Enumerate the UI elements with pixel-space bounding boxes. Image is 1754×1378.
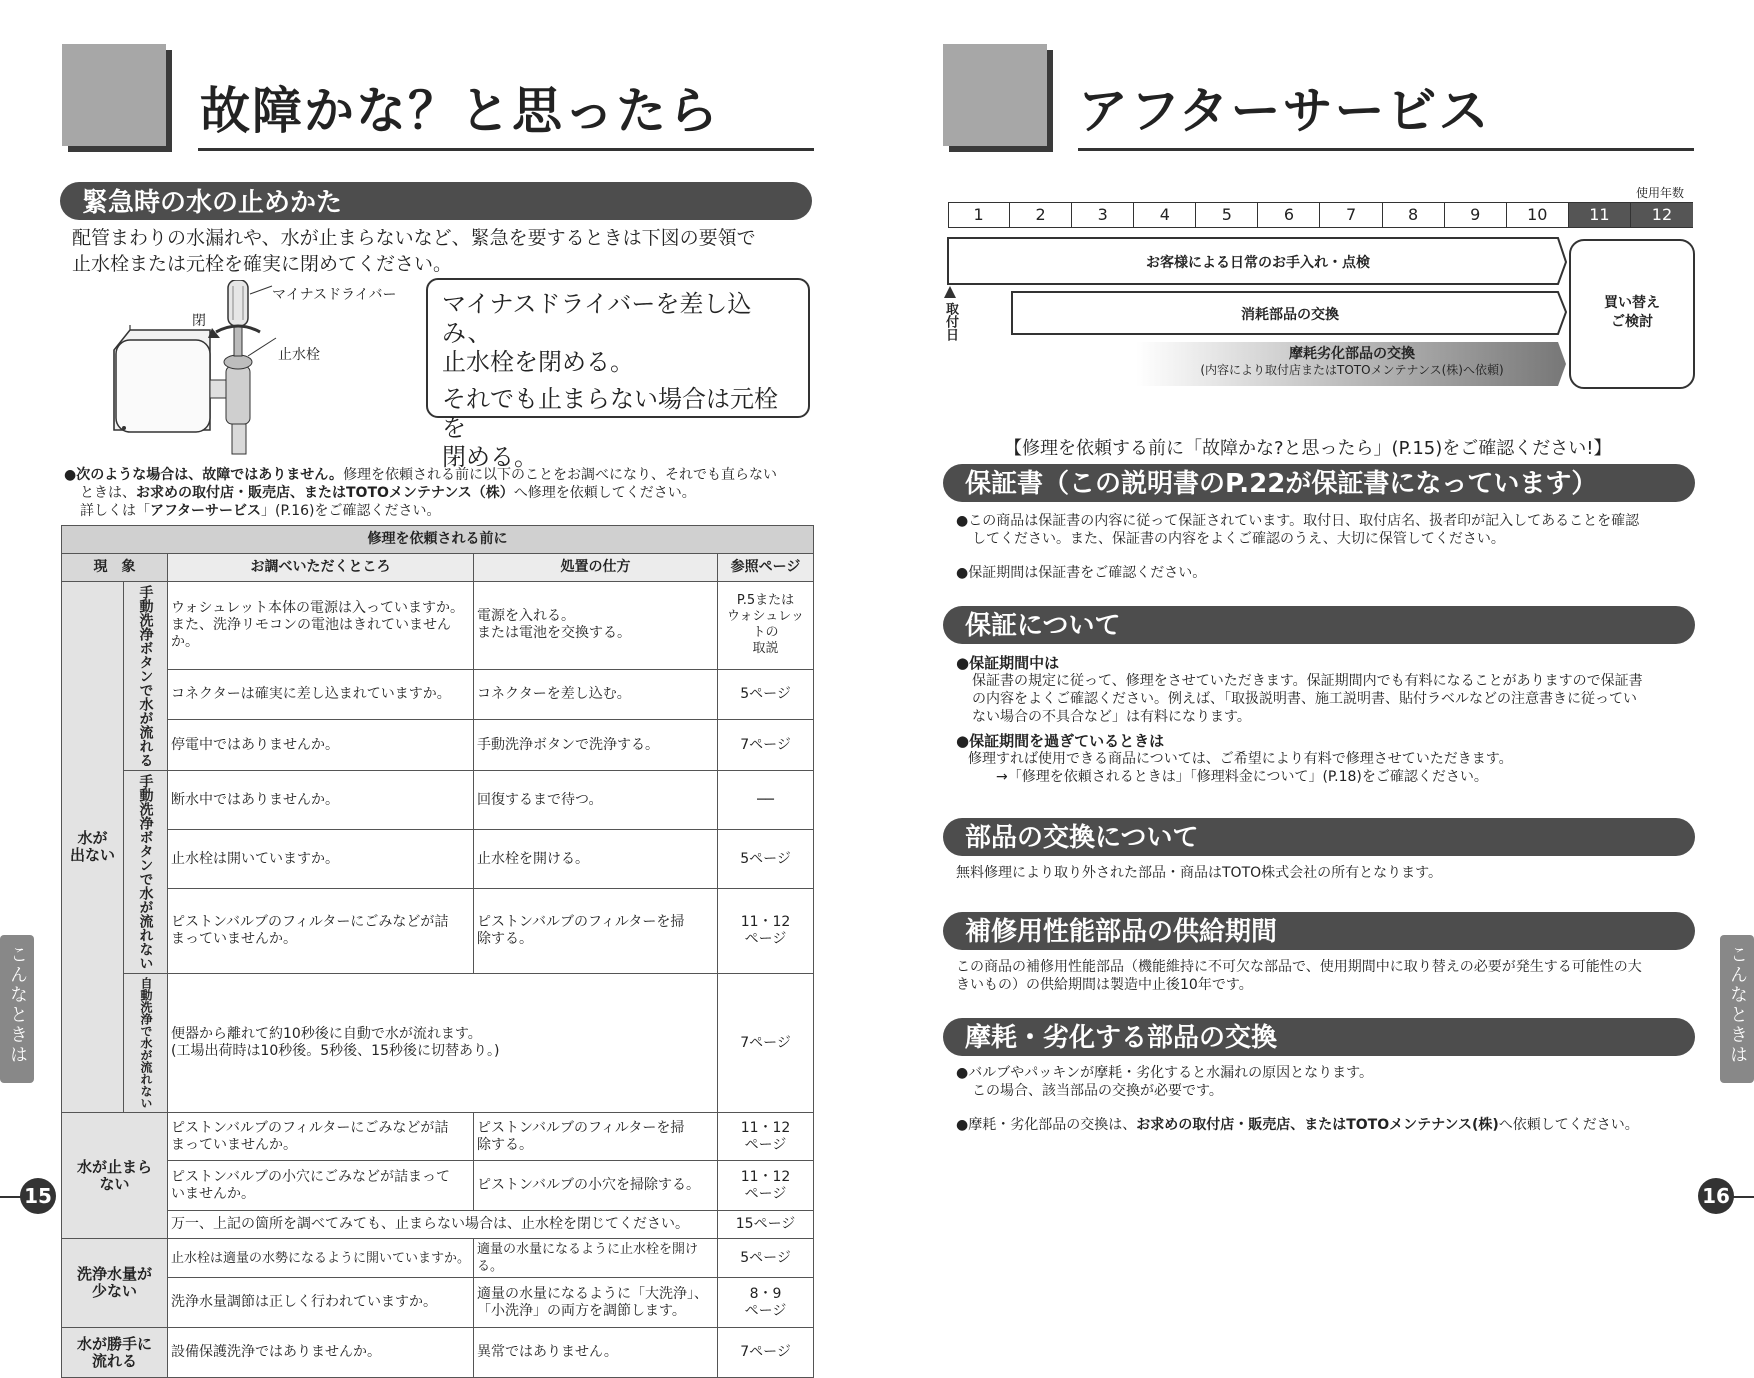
year-cell: 3 xyxy=(1072,203,1134,227)
year-cell: 8 xyxy=(1383,203,1445,227)
header-action: 処置の仕方 xyxy=(474,554,718,582)
title-decoration-box xyxy=(62,44,166,146)
section-header-warranty-card: 保証書（この説明書のP.22が保証書になっています） xyxy=(943,464,1695,502)
warranty-after-line-2: →「修理を依頼されるときは」「修理料金について」(P.18)をご確認ください。 xyxy=(996,769,1488,785)
year-cell: 6 xyxy=(1258,203,1320,227)
arrow-daily-care: お客様による日常のお手入れ・点検 xyxy=(1146,255,1370,271)
wear-parts-line-3c: へ依頼してください。 xyxy=(1498,1117,1639,1133)
wear-parts-line-3b: お求めの取付店・販売店、またはTOTOメンテナンス(株) xyxy=(1136,1117,1499,1133)
table-row-action: 止水栓を開ける。 xyxy=(474,830,718,889)
page-number-line-left xyxy=(0,1196,22,1198)
year-cell: 7 xyxy=(1321,203,1383,227)
title-underline xyxy=(1078,148,1694,151)
subgroup-manual-flows: 手動洗浄ボタンで水が流れる xyxy=(124,582,168,771)
note-line-2b: お求めの取付店・販売店、またはTOTOメンテナンス（株） xyxy=(136,485,514,501)
table-row-ref: 11・12 ページ xyxy=(718,889,814,974)
subgroup-auto-no-flow: 自動洗浄で水が流れない xyxy=(124,974,168,1113)
table-row-check: 万一、上記の箇所を調べてみても、止まらない場合は、止水栓を閉じてください。 xyxy=(168,1211,718,1239)
year-cell: 12 xyxy=(1631,203,1693,227)
table-row-check: 止水栓は適量の水勢になるように開いていますか。 xyxy=(168,1239,474,1278)
year-cell: 11 xyxy=(1569,203,1631,227)
arrow-consumables: 消耗部品の交換 xyxy=(1241,307,1339,323)
table-row-check: 洗浄水量調節は正しく行われていますか。 xyxy=(168,1278,474,1328)
section-header-wear-parts: 摩耗・劣化する部品の交換 xyxy=(943,1018,1695,1056)
warranty-text xyxy=(956,654,1696,786)
table-row-action: 異常ではありません。 xyxy=(474,1328,718,1378)
arrow-worn-parts xyxy=(1136,346,1568,378)
table-row-check: ピストンバルブの小穴にごみなどが詰まって いませんか。 xyxy=(168,1161,474,1211)
warranty-during-heading: ●保証期間中は xyxy=(956,654,1060,672)
page-title: 故障かな？と思ったら xyxy=(200,82,720,140)
callout-line-3: それでも止まらない場合は元栓を xyxy=(442,385,778,442)
year-cell: 2 xyxy=(1010,203,1072,227)
wear-parts-text xyxy=(956,1064,1716,1134)
wear-parts-line-3a: ●摩耗・劣化部品の交換は、 xyxy=(956,1117,1137,1133)
table-row-check: 停電中ではありませんか。 xyxy=(168,720,474,771)
note-line-3b: アフターサービス xyxy=(150,503,262,519)
supply-period-text xyxy=(956,958,1696,994)
reminder-text: 【修理を依頼する前に「故障かな?と思ったら」(P.15)をご確認ください!】 xyxy=(1004,438,1612,459)
table-row-check: ウォシュレット本体の電源は入っていますか。 また、洗浄リモコンの電池はきれていませんか。 xyxy=(168,582,474,670)
table-row-ref: 7ページ xyxy=(718,1328,814,1378)
table-row-action: 手動洗浄ボタンで洗浄する。 xyxy=(474,720,718,771)
section-header-supply-period: 補修用性能部品の供給期間 xyxy=(943,912,1695,950)
group-low-flush-volume: 洗浄水量が 少ない xyxy=(62,1239,168,1328)
note-line-2c: へ修理を依頼してください。 xyxy=(513,485,696,501)
table-row-ref: ── xyxy=(718,771,814,830)
table-row-action: 適量の水量になるように止水栓を開ける。 xyxy=(474,1239,718,1278)
table-row-check: 設備保護洗浄ではありませんか。 xyxy=(168,1328,474,1378)
table-row-action: 適量の水量になるように「大洗浄」、 「小洗浄」の両方を調節します。 xyxy=(474,1278,718,1328)
years-label: 使用年数 xyxy=(1636,186,1685,200)
table-row-action: ピストンバルブの小穴を掃除する。 xyxy=(474,1161,718,1211)
table-row-ref: P.5または ウォシュレットの 取説 xyxy=(718,582,814,670)
note-line-2a: ときは、 xyxy=(80,485,136,501)
table-row-check: 便器から離れて約10秒後に自動で水が流れます。 (工場出荷時は10秒後。5秒後、15秒後に切替あり。) xyxy=(168,974,718,1113)
table-row-ref: 8・9 ページ xyxy=(718,1278,814,1328)
intro-line-2: 止水栓または元栓を確実に閉めてください。 xyxy=(72,253,453,275)
troubleshooting-table xyxy=(61,525,814,1378)
warranty-after-line-1: 修理すれば使用できる商品については、ご希望により有料で修理させていただきます。 xyxy=(968,751,1513,767)
intro-line-1: 配管まわりの水漏れや、水が止まらないなど、緊急を要するときは下図の要領で xyxy=(72,227,756,249)
table-row-check: 止水栓は開いていますか。 xyxy=(168,830,474,889)
year-cell: 5 xyxy=(1196,203,1258,227)
note-bold-lead: ●次のような場合は、故障ではありません。 xyxy=(64,467,344,483)
table-caption: 修理を依頼される前に xyxy=(62,526,814,554)
table-row-check: コネクターは確実に差し込まれていますか。 xyxy=(168,669,474,720)
warranty-card-line-1: ●この商品は保証書の内容に従って保証されています。取付日、取付店名、扱者印が記入してあることを確認 xyxy=(956,513,1640,529)
wear-parts-line-1: ●バルブやパッキンが摩耗・劣化すると水漏れの原因となります。 xyxy=(956,1065,1373,1081)
wear-parts-line-2: この場合、該当部品の交換が必要です。 xyxy=(972,1083,1223,1099)
label-close: 閉 xyxy=(192,313,206,329)
page-number-left: 15 xyxy=(20,1178,56,1214)
section-header-warranty: 保証について xyxy=(943,606,1695,644)
warranty-card-line-2: してください。また、保証書の内容をよくご確認のうえ、大切に保管してください。 xyxy=(972,531,1505,547)
section-header-part-exchange: 部品の交換について xyxy=(943,818,1695,856)
supply-period-line-1: この商品の補修用性能部品（機能維持に不可欠な部品で、使用期間中に取り替えの必要が発生する可能性の大 xyxy=(956,959,1642,975)
warranty-after-heading: ●保証期間を過ぎているときは xyxy=(956,732,1165,750)
table-row-action: 回復するまで待つ。 xyxy=(474,771,718,830)
supply-period-line-2: きいもの）の供給期間は製造中止後10年です。 xyxy=(956,977,1253,993)
year-cell: 9 xyxy=(1445,203,1507,227)
note-line-1: 修理を依頼される前に以下のことをお調べになり、それでも直らない xyxy=(343,467,778,483)
side-tab-left: こんなときは xyxy=(0,935,34,1083)
title-underline xyxy=(198,148,814,151)
year-cell: 1 xyxy=(948,203,1010,227)
callout-line-1: マイナスドライバーを差し込み、 xyxy=(442,290,752,347)
valve-illustration xyxy=(100,280,400,456)
callout-line-2: 止水栓を閉める。 xyxy=(442,348,634,376)
group-runs-by-itself: 水が勝手に 流れる xyxy=(62,1328,168,1378)
table-row-ref: 5ページ xyxy=(718,830,814,889)
page-title: アフターサービス xyxy=(1078,82,1491,140)
subgroup-manual-no-flow: 手動洗浄ボタンで水が流れない xyxy=(124,771,168,974)
table-row-check: ピストンバルブのフィルターにごみなどが詰 まっていませんか。 xyxy=(168,1113,474,1161)
table-row-action: ピストンバルブのフィルターを掃 除する。 xyxy=(474,889,718,974)
table-row-ref: 15ページ xyxy=(718,1211,814,1239)
note-line-3a: 詳しくは「 xyxy=(80,503,150,519)
replace-consider-box: 買い替え ご検討 xyxy=(1604,295,1660,330)
arrow-worn-parts-title: 摩耗劣化部品の交換 xyxy=(1289,346,1415,362)
table-row-check: ピストンバルブのフィルターにごみなどが詰 まっていませんか。 xyxy=(168,889,474,974)
label-stop-valve: 止水栓 xyxy=(278,347,320,363)
not-a-fault-note xyxy=(64,466,824,520)
warranty-card-line-3: ●保証期間は保証書をご確認ください。 xyxy=(956,565,1207,581)
header-phenomenon: 現 象 xyxy=(62,554,168,582)
table-row-ref: 11・12 ページ xyxy=(718,1113,814,1161)
warranty-during-line-2: の内容をよくご確認ください。例えば、「取扱説明書、施工説明書、貼付ラベルなどの注意書きに従ってい xyxy=(972,691,1637,707)
table-row-ref: 5ページ xyxy=(718,669,814,720)
header-check: お調べいただくところ xyxy=(168,554,474,582)
group-water-wont-stop: 水が止まら ない xyxy=(62,1113,168,1239)
table-row-ref: 7ページ xyxy=(718,974,814,1113)
warranty-during-line-3: ない場合の不具合など」は有料になります。 xyxy=(972,709,1251,725)
year-cell: 4 xyxy=(1134,203,1196,227)
table-row-check: 断水中ではありませんか。 xyxy=(168,771,474,830)
arrow-worn-parts-note: (内容により取付店またはTOTOメンテナンス(株)へ依頼) xyxy=(1200,363,1504,377)
warranty-during-line-1: 保証書の規定に従って、修理をさせていただきます。保証期間内でも有料になることがありますので保証書 xyxy=(972,673,1643,689)
year-cell: 10 xyxy=(1507,203,1569,227)
table-row-ref: 7ページ xyxy=(718,720,814,771)
section-header-emergency: 緊急時の水の止めかた xyxy=(60,182,812,220)
table-row-action: ピストンバルブのフィルターを掃 除する。 xyxy=(474,1113,718,1161)
warranty-card-text xyxy=(956,512,1696,582)
part-exchange-text: 無料修理により取り外された部品・商品はTOTO株式会社の所有となります。 xyxy=(956,865,1443,881)
page-number-line-right xyxy=(1732,1196,1754,1198)
label-screwdriver: マイナスドライバー xyxy=(272,287,397,303)
table-row-action: 電源を入れる。 または電池を交換する。 xyxy=(474,582,718,670)
callout-box xyxy=(426,278,810,471)
table-row-action: コネクターを差し込む。 xyxy=(474,669,718,720)
header-ref: 参照ページ xyxy=(718,554,814,582)
note-line-3c: 」(P.16)をご確認ください。 xyxy=(261,503,441,519)
intro-text xyxy=(72,225,756,277)
install-date-label: 取付日 xyxy=(943,302,958,341)
page-number-right: 16 xyxy=(1698,1178,1734,1214)
callout-line-4: 閉める。 xyxy=(442,443,538,471)
side-tab-right: こんなときは xyxy=(1720,935,1754,1083)
group-no-water: 水が 出ない xyxy=(62,582,124,1113)
table-row-ref: 11・12 ページ xyxy=(718,1161,814,1211)
table-row-ref: 5ページ xyxy=(718,1239,814,1278)
title-decoration-box xyxy=(943,44,1047,146)
